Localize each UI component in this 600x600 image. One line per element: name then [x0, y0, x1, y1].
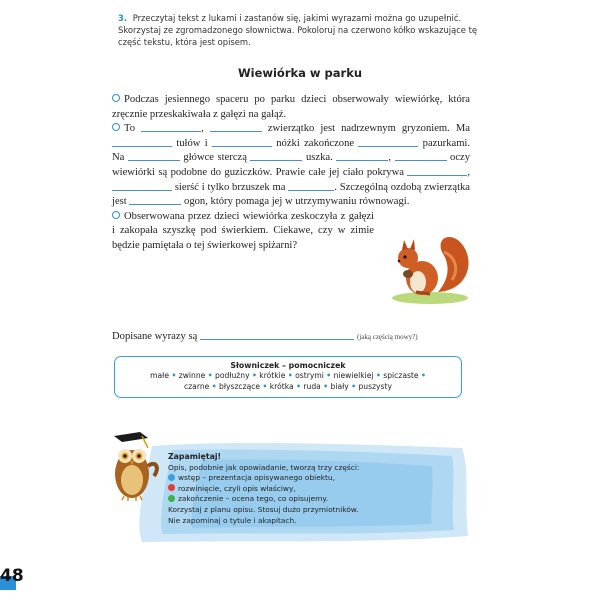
blank-field[interactable] [112, 181, 172, 191]
blank-field[interactable] [212, 137, 272, 147]
blank-field[interactable] [250, 151, 302, 161]
blank-field[interactable] [288, 181, 334, 191]
circle-marker-description[interactable] [112, 123, 120, 131]
story-title: Wiewiórka w parku [237, 66, 363, 80]
vocabulary-row-2: czarne • błyszczące • krótka • ruda • biały • puszysty [184, 382, 392, 391]
remember-line-4: Korzystaj z planu opisu. Stosuj dużo przymiotników. [168, 504, 359, 514]
owl-icon [108, 430, 160, 502]
paragraph-ending: Obserwowana przez dzieci wiewiórka zeskoczyła z gałęzi i zakopała szyszkę pod świerkiem. Ciekawe, czy w zimie będzie pamiętała o tej świerkowej spiżarni? [112, 210, 374, 251]
remember-item-1: wstęp – prezentacja opisywanego obiektu, [168, 473, 458, 484]
blue-dot-icon [168, 474, 175, 481]
vocabulary-box [114, 356, 462, 398]
page-number: 48 [0, 566, 24, 586]
blank-field[interactable] [407, 166, 467, 176]
paragraph-intro: Podczas jesiennego spaceru po parku dzieci obserwowały wiewiórkę, która zręcznie przeskakiwała z gałęzi na gałąź. [112, 94, 470, 120]
vocabulary-row-1: małe • zwinne • podłużny • krótkie • ostrymi • niewielkiej • spiczaste • [150, 371, 426, 380]
task-number: 3. [118, 13, 128, 23]
blank-field[interactable] [129, 195, 181, 205]
blank-field[interactable] [210, 122, 262, 132]
blank-field[interactable] [358, 137, 418, 147]
task-text: Przeczytaj tekst z lukami i zastanów się, jakimi wyrazami można go uzupełnić. Skorzystaj ze zgromadzonego słownictwa. Pokoloruj na czerwono kółko wskazujące tę część tekstu, która jest opisem. [118, 13, 478, 47]
squirrel-illustration [380, 230, 475, 305]
remember-item-2: rozwinięcie, czyli opis właściwy, [168, 484, 458, 495]
blank-field[interactable] [112, 137, 172, 147]
answer-field[interactable] [200, 330, 354, 340]
remember-heading: Zapamiętaj! [168, 452, 222, 461]
blank-field[interactable] [128, 151, 180, 161]
answer-line-part-of-speech: Dopisane wyrazy są (jaką częścią mowy?) [112, 331, 418, 342]
blank-field[interactable] [141, 122, 201, 132]
remember-line-5: Nie zapominaj o tytule i akapitach. [168, 515, 297, 525]
remember-intro: Opis, podobnie jak opowiadanie, tworzą trzy części: [168, 462, 360, 472]
circle-marker-intro[interactable] [112, 94, 120, 102]
red-dot-icon [168, 484, 175, 491]
blank-field[interactable] [336, 151, 388, 161]
remember-box [168, 452, 458, 526]
task-instruction [118, 12, 490, 48]
remember-item-3: zakończenie – ocena tego, co opisujemy. [168, 494, 458, 505]
vocabulary-title: Słowniczek – pomocniczek [230, 361, 346, 370]
green-dot-icon [168, 495, 175, 502]
paragraph-description: To , zwierzątko jest nadrzewnym gryzoniem. Ma tułów i nóżki zakończone pazurkami. Na główce sterczą uszka. , oczy wiewiórki są podobne do guziczków. Prawie całe jej ciało pokrywa , sierść i tylko brzuszek ma . Szczególną ozdobą zwierzątka jest ogon, który pomaga jej w utrzymywaniu równowagi. [112, 123, 471, 208]
blank-field[interactable] [395, 151, 447, 161]
circle-marker-ending[interactable] [112, 211, 120, 219]
